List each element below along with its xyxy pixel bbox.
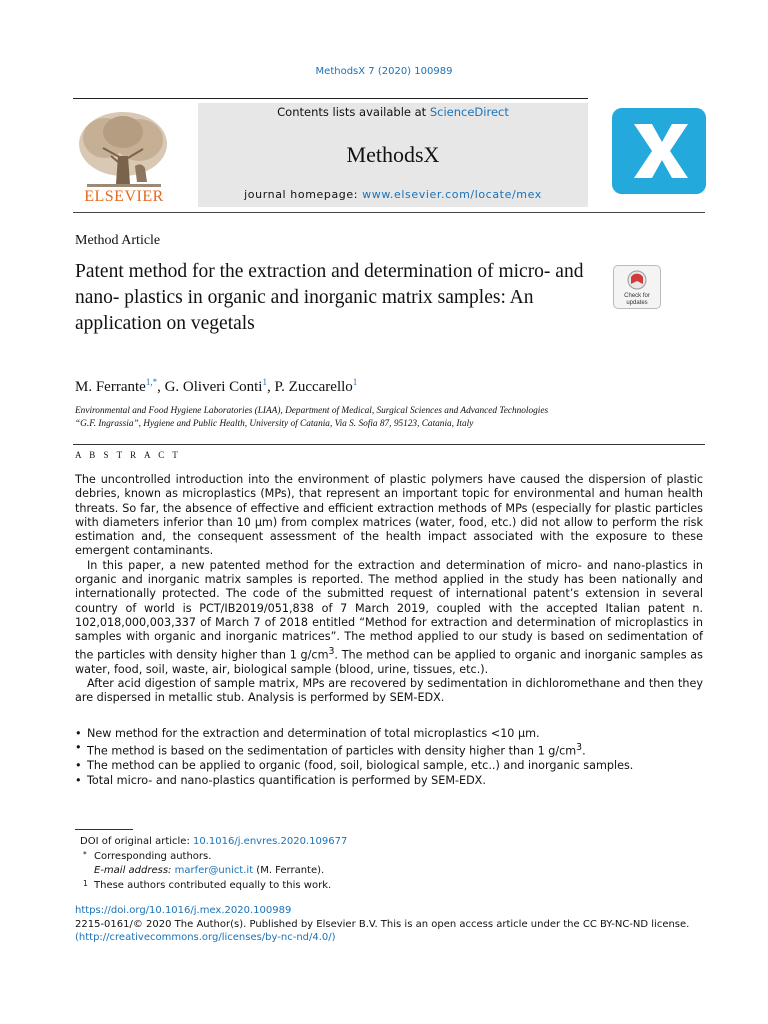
abstract-body: [75, 473, 703, 705]
highlight-text: .: [582, 745, 586, 759]
article-title: Patent method for the extraction and determination of micro- and nano- plastics in organic and inorganic matrix samples: An application on vegetals: [75, 261, 584, 334]
footnote-label: DOI of original article:: [80, 836, 193, 847]
affiliation-line: “G.F. Ingrassia”, Hygiene and Public Health, University of Catania, Via S. Sofia 87, 95123, Catania, Italy: [75, 419, 474, 429]
contents-prefix: Contents lists available at: [277, 105, 430, 119]
doi-original-footnote: [80, 835, 700, 850]
header-rule: [73, 98, 588, 99]
footnote-mark: *: [83, 849, 87, 859]
highlights-list: [75, 727, 703, 788]
paren: (: [75, 932, 79, 943]
list-item: • Total micro- and nano-plastics quantification is performed by SEM-EDX.: [75, 774, 703, 788]
doi-link[interactable]: https://doi.org/10.1016/j.mex.2020.100989: [75, 905, 292, 916]
homepage-line: [198, 188, 588, 201]
footnote-rule: [75, 829, 133, 830]
list-item: [75, 741, 703, 759]
doi-block: [75, 904, 715, 945]
email-link[interactable]: marfer@unict.it: [174, 865, 254, 876]
abstract-paragraph: The uncontrolled introduction into the environment of plastic polymers have caused the dispersion of plastic debries, known as microplastics (MPs), that represent an important topic for environmental and human health threats. So far, the absence of effective and efficient extraction methods of MPs (especially for plastic particles with diameters inferior than 10 µm) from complex matrices (water, food, etc.) did not allow to perform the risk estimation and, the consequent assessment of the health impact associated with the exposure to these emergent contaminants.: [75, 473, 703, 558]
footnote-text: Corresponding authors.: [94, 850, 212, 862]
corresponding-footnote: [80, 850, 700, 865]
methodsx-logo-icon: [612, 108, 706, 194]
homepage-link[interactable]: www.elsevier.com/locate/mex: [362, 188, 542, 201]
highlight-text: The method is based on the sedimentation of particles with density higher than 1 g/cm: [87, 745, 577, 759]
abstract-text: In this paper, a new patented method for the extraction and determination of micro- and nano-plastics in organic and inorganic matrix samples is reported. The method applied in the study has been nationally and internationally protected. The code of the submitted request of international patent’s extension in several country of world is PCT/IB2019/051,838 of 7 March 2019, coupled with the accepted Italian patent n. 102,018,000,003,337 of March 7 of 2018 entitled “Method for extraction and determination of microplastics in samples with organic and inorganic matrices”. The method applied to our study is based on sedimentation of the particles with density higher than 1 g/cm: [75, 558, 703, 662]
email-label: E-mail address:: [94, 865, 175, 876]
superscript: 3: [576, 742, 583, 754]
footnote-text: These authors contributed equally to this work.: [94, 879, 332, 891]
author-name: G. Oliveri Conti: [164, 379, 263, 395]
sciencedirect-link[interactable]: ScienceDirect: [429, 105, 509, 119]
list-item: • The method can be applied to organic (food, soil, biological sample, etc..) and inorganic samples.: [75, 759, 703, 773]
license-link[interactable]: http://creativecommons.org/licenses/by-nc-nd/4.0/: [78, 932, 332, 943]
homepage-prefix: journal homepage:: [244, 188, 363, 201]
abstract-paragraph: [75, 559, 703, 677]
badge-text-1: Check for: [624, 293, 650, 299]
affiliation-line: Environmental and Food Hygiene Laboratories (LIAA), Department of Medical, Surgical Sciences and Advanced Technologies: [75, 406, 549, 416]
abstract-text: . The method can be applied to organic and inorganic samples as water, food, soil, waste, air, biological sample (blood, urine, tissues, etc.).: [75, 648, 703, 676]
journal-title: MethodsX: [346, 142, 440, 167]
license-url-line: [75, 931, 715, 945]
author-name: P. Zuccarello: [274, 379, 353, 395]
list-item: • New method for the extraction and determination of total microplastics <10 µm.: [75, 727, 703, 741]
footnote-text: (M. Ferrante).: [253, 865, 325, 876]
paren: ): [331, 932, 336, 943]
author-name: M. Ferrante: [75, 379, 146, 395]
check-for-updates-badge[interactable]: [613, 265, 661, 309]
article-type: Method Article: [75, 233, 161, 248]
author-list: [75, 377, 357, 396]
abstract-heading: A B S T R A C T: [75, 450, 181, 460]
footnote-mark: 1: [83, 878, 88, 888]
equal-contribution-footnote: [80, 879, 700, 894]
badge-text-2: updates: [626, 300, 648, 306]
superscript: 3: [328, 645, 335, 657]
author-affiliation-mark[interactable]: 1: [262, 377, 267, 387]
abstract-rule: [73, 444, 705, 445]
original-doi-link[interactable]: 10.1016/j.envres.2020.109677: [193, 836, 348, 847]
abstract-paragraph: After acid digestion of sample matrix, MPs are recovered by sedimentation in dichloromethane and then they are dispersed in metallic stub. Analysis is performed by SEM-EDX.: [75, 676, 703, 705]
author-separator: ,: [157, 379, 165, 395]
footnotes: [80, 835, 700, 893]
email-footnote: [80, 864, 700, 879]
author-affiliation-mark[interactable]: 1,*: [145, 377, 158, 387]
author-separator: ,: [266, 379, 275, 395]
journal-reference[interactable]: MethodsX 7 (2020) 100989: [315, 66, 453, 77]
contents-line: [198, 105, 588, 119]
elsevier-wordmark: ELSEVIER: [84, 188, 164, 205]
affiliation: [75, 405, 715, 431]
header-bottom-rule: [73, 212, 705, 213]
license-line: 2215-0161/© 2020 The Author(s). Published by Elsevier B.V. This is an open access article under the CC BY-NC-ND license.: [75, 918, 690, 930]
author-affiliation-mark[interactable]: 1: [352, 377, 358, 387]
